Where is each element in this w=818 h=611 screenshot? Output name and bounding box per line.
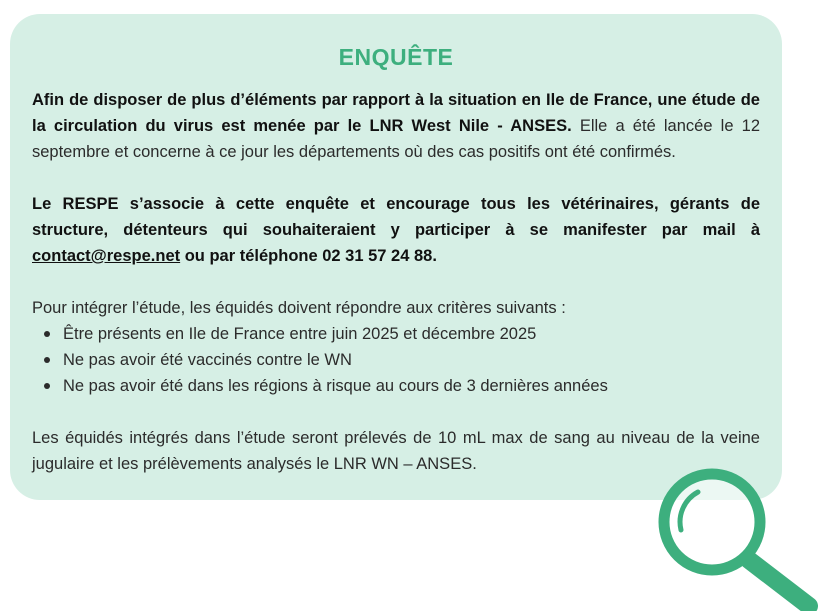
list-item: Ne pas avoir été dans les régions à risque au cours de 3 dernières années [63, 373, 760, 399]
intro-paragraph [32, 87, 760, 165]
intro-bold-text: Afin de disposer de plus d’éléments par rapport à la situation en Ile de France, une étude de la circulation du virus est menée par le LNR West Nile - ANSES. [32, 91, 760, 135]
criteria-intro: Pour intégrer l’étude, les équidés doivent répondre aux critères suivants : [32, 299, 566, 317]
intro-regular-text: Elle a été lancée le 12 septembre et concerne à ce jour les départements où des cas positifs ont été confirmés. [32, 117, 760, 161]
card-title: ENQUÊTE [338, 44, 454, 70]
criteria-list [32, 321, 760, 399]
contact-email-link[interactable]: contact@respe.net [32, 247, 181, 265]
contact-paragraph [32, 191, 760, 269]
list-item: Ne pas avoir été vaccinés contre le WN [63, 347, 760, 373]
contact-phone-text: ou par téléphone 02 31 57 24 88. [180, 247, 437, 265]
magnifier-icon [654, 462, 818, 611]
contact-bold-text: Le RESPE s’associe à cette enquête et encourage tous les vétérinaires, gérants de structure, détenteurs qui souhaiteraient y participer à se manifester par mail à [32, 195, 760, 239]
list-item: Être présents en Ile de France entre juin 2025 et décembre 2025 [63, 321, 760, 347]
survey-card [10, 14, 782, 500]
closing-paragraph: Les équidés intégrés dans l’étude seront prélevés de 10 mL max de sang au niveau de la veine jugulaire et les prélèvements analysés le LNR WN – ANSES. [32, 429, 760, 473]
